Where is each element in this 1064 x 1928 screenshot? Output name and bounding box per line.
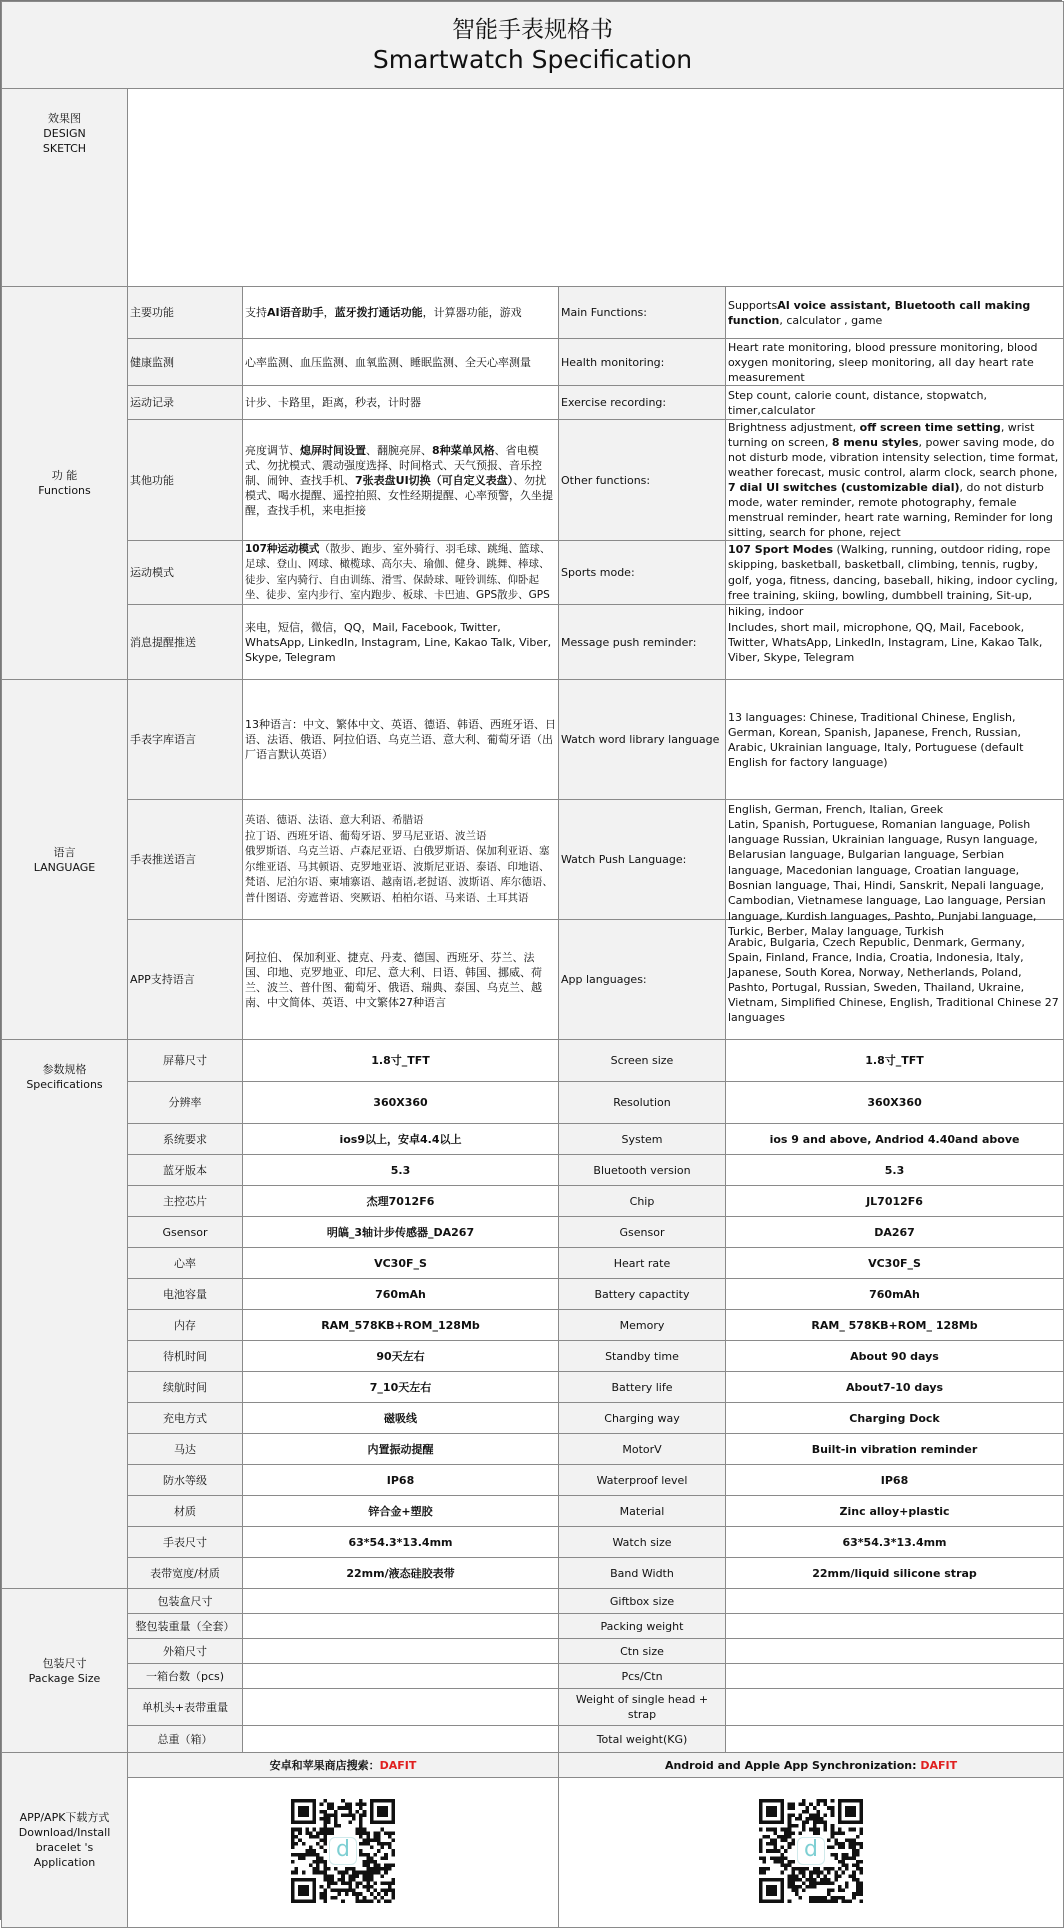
package-value-zh [243, 1614, 559, 1639]
spec-label-zh: 屏幕尺寸 [128, 1040, 243, 1082]
language-label-zh: APP支持语言 [128, 920, 243, 1040]
spec-label-zh: 电池容量 [128, 1279, 243, 1310]
language-value-en: English, German, French, Italian, Greek Latin, Spanish, Portuguese, Romanian language, Polish language Russian, Ukrainian language, Rusyn language, Belarusian language, Bulgarian language, Serbian language, Macedonian language, Croatian language, Bosnian language, Thai, Hindi, Sanskrit, Nepali language, Cambodian, Vietnamese language, Lao language, Persian language, Kurdish languages, Pashto, Punjabi language, Turkic, Berber, Malay language, Turkish [726, 800, 1064, 920]
spec-value-zh: 内置振动提醒 [243, 1434, 559, 1465]
package-value-en [726, 1639, 1064, 1664]
function-label-en: Sports mode: [559, 541, 726, 605]
spec-label-zh: 主控芯片 [128, 1186, 243, 1217]
package-value-zh [243, 1689, 559, 1726]
title-zh: 智能手表规格书 [452, 17, 614, 43]
package-row [2, 1589, 1064, 1614]
spec-row [2, 1310, 1064, 1341]
qr-cell-right [559, 1778, 1064, 1928]
spec-label-zh: 表带宽度/材质 [128, 1558, 243, 1589]
package-row [2, 1614, 1064, 1639]
spec-value-zh: 1.8寸_TFT [243, 1040, 559, 1082]
language-label-zh: 手表字库语言 [128, 680, 243, 800]
section-package-label: 包装尺寸 Package Size [2, 1589, 128, 1753]
package-value-en [726, 1614, 1064, 1639]
spec-label-en: Watch size [559, 1527, 726, 1558]
spec-value-en: ios 9 and above, Andriod 4.40and above [726, 1124, 1064, 1155]
dafit-logo-icon: d [329, 1837, 357, 1865]
design-row [2, 89, 1064, 287]
spec-label-zh: 续航时间 [128, 1372, 243, 1403]
design-sketch-area [128, 89, 1064, 287]
spec-row [2, 1434, 1064, 1465]
spec-label-zh: 充电方式 [128, 1403, 243, 1434]
function-value-zh: 支持AI语音助手，蓝牙拨打通话功能，计算器功能，游戏 [243, 287, 559, 339]
spec-label-en: Charging way [559, 1403, 726, 1434]
function-row [2, 541, 1064, 605]
spec-label-en: Battery capactity [559, 1279, 726, 1310]
qr-code[interactable] [759, 1799, 863, 1903]
package-row [2, 1689, 1064, 1726]
language-label-en: Watch word library language [559, 680, 726, 800]
spec-label-en: System [559, 1124, 726, 1155]
package-label-en: Total weight(KG) [559, 1726, 726, 1753]
brand-name: DAFIT [920, 1758, 958, 1772]
spec-label-en: Chip [559, 1186, 726, 1217]
spec-label-zh: 心率 [128, 1248, 243, 1279]
spec-value-en: Built-in vibration reminder [726, 1434, 1064, 1465]
app-search-zh: 安卓和苹果商店搜索：DAFIT [128, 1753, 559, 1778]
spec-row [2, 1248, 1064, 1279]
spec-value-en: RAM_ 578KB+ROM_ 128Mb [726, 1310, 1064, 1341]
language-row [2, 800, 1064, 920]
spec-value-en: IP68 [726, 1465, 1064, 1496]
function-value-zh: 计步、卡路里，距离，秒表，计时器 [243, 386, 559, 420]
language-value-en: 13 languages: Chinese, Traditional Chinese, English, German, Korean, Spanish, Japanese, French, Russian, Arabic, Ukrainian language, Italy, Portuguese (default English for factory language) [726, 680, 1064, 800]
spec-row [2, 1496, 1064, 1527]
spec-table [1, 1, 1064, 1928]
dafit-logo-icon: d [797, 1837, 825, 1865]
section-functions-label: 功 能 Functions [2, 287, 128, 680]
spec-label-zh: 内存 [128, 1310, 243, 1341]
package-value-en [726, 1689, 1064, 1726]
function-label-zh: 其他功能 [128, 420, 243, 541]
function-row [2, 339, 1064, 386]
function-row [2, 287, 1064, 339]
spec-value-zh: 22mm/液态硅胶表带 [243, 1558, 559, 1589]
function-label-zh: 消息提醒推送 [128, 605, 243, 680]
qr-row [2, 1778, 1064, 1928]
spec-label-en: Band Width [559, 1558, 726, 1589]
section-app-label: APP/APK下载方式 Download/Install bracelet 's Application [2, 1753, 128, 1928]
package-value-zh [243, 1589, 559, 1614]
package-label-en: Weight of single head + strap [559, 1689, 726, 1726]
spec-value-en: Charging Dock [726, 1403, 1064, 1434]
spec-label-en: Material [559, 1496, 726, 1527]
spec-value-zh: 760mAh [243, 1279, 559, 1310]
spec-value-en: 360X360 [726, 1082, 1064, 1124]
package-value-en [726, 1589, 1064, 1614]
function-row [2, 386, 1064, 420]
spec-label-en: Gsensor [559, 1217, 726, 1248]
spec-value-zh: 5.3 [243, 1155, 559, 1186]
spec-value-en: 1.8寸_TFT [726, 1040, 1064, 1082]
spec-row [2, 1279, 1064, 1310]
function-label-en: Exercise recording: [559, 386, 726, 420]
function-value-en: Includes, short mail, microphone, QQ, Mail, Facebook, Twitter, WhatsApp, LinkedIn, Instagram, Line, Kakao Talk, Viber, Skype, Telegram [726, 605, 1064, 680]
spec-label-en: Heart rate [559, 1248, 726, 1279]
function-value-en: SupportsAI voice assistant, Bluetooth call making function, calculator , game [726, 287, 1064, 339]
function-row [2, 420, 1064, 541]
spec-value-zh: 63*54.3*13.4mm [243, 1527, 559, 1558]
spec-label-zh: 材质 [128, 1496, 243, 1527]
package-label-zh: 包装盒尺寸 [128, 1589, 243, 1614]
spec-value-en: 5.3 [726, 1155, 1064, 1186]
spec-value-en: JL7012F6 [726, 1186, 1064, 1217]
spec-label-zh: 手表尺寸 [128, 1527, 243, 1558]
package-row [2, 1726, 1064, 1753]
spec-label-en: Battery life [559, 1372, 726, 1403]
package-value-zh [243, 1639, 559, 1664]
spec-row [2, 1558, 1064, 1589]
spec-row [2, 1124, 1064, 1155]
package-row [2, 1664, 1064, 1689]
function-value-zh: 亮度调节、熄屏时间设置、翻腕亮屏、8种菜单风格、省电模式、勿扰模式、震动强度选择、时间格式、天气预报、音乐控制、闹钟、查找手机、7张表盘UI切换（可自定义表盘）、勿扰模式、喝水提醒、遥控拍照、女性经期提醒、心率预警，久坐提醒，查找手机，来电拒接 [243, 420, 559, 541]
package-label-en: Ctn size [559, 1639, 726, 1664]
spec-label-en: MotorV [559, 1434, 726, 1465]
function-label-zh: 健康监测 [128, 339, 243, 386]
function-label-en: Main Functions: [559, 287, 726, 339]
function-label-zh: 主要功能 [128, 287, 243, 339]
language-value-en: Arabic, Bulgaria, Czech Republic, Denmark, Germany, Spain, Finland, France, India, Croatia, Indonesia, Italy, Japanese, South Korea, Norway, Netherlands, Poland, Pashto, Portugal, Russian, Sweden, Thailand, Ukraine, Vietnam, Simplified Chinese, English, Traditional Chinese 27 languages [726, 920, 1064, 1040]
spec-label-zh: 待机时间 [128, 1341, 243, 1372]
spec-value-zh: 磁吸线 [243, 1403, 559, 1434]
app-header-row [2, 1753, 1064, 1778]
spec-row [2, 1465, 1064, 1496]
function-value-en: 107 Sport Modes (Walking, running, outdoor riding, rope skipping, basketball, basketball, climbing, tennis, rugby, golf, yoga, fitness, dancing, baseball, hiking, indoor cycling, free training, skiing, bowling, dumbbell training, Sit-up, hiking, indoor [726, 541, 1064, 605]
spec-value-zh: ios9以上，安卓4.4以上 [243, 1124, 559, 1155]
package-value-zh [243, 1726, 559, 1753]
qr-cell-left [128, 1778, 559, 1928]
spec-value-zh: RAM_578KB+ROM_128Mb [243, 1310, 559, 1341]
spec-row [2, 1341, 1064, 1372]
spec-label-zh: 系统要求 [128, 1124, 243, 1155]
spec-label-zh: 防水等级 [128, 1465, 243, 1496]
page-title [2, 2, 1064, 89]
language-label-en: App languages: [559, 920, 726, 1040]
package-label-zh: 外箱尺寸 [128, 1639, 243, 1664]
language-value-zh: 阿拉伯、 保加利亚、捷克、丹麦、德国、西班牙、芬兰、法国、印地、克罗地亚、印尼、意大利、日语、韩国、挪威、荷兰、波兰、普什图、葡萄牙、俄语、瑞典、泰国、乌克兰、越南、中文简体、英语、中文繁体27种语言 [243, 920, 559, 1040]
language-row [2, 920, 1064, 1040]
spec-value-en: Zinc alloy+plastic [726, 1496, 1064, 1527]
function-label-en: Health monitoring: [559, 339, 726, 386]
spec-value-en: 760mAh [726, 1279, 1064, 1310]
spec-label-zh: 马达 [128, 1434, 243, 1465]
function-value-zh: 来电，短信，微信，QQ，Mail, Facebook, Twitter, WhatsApp, LinkedIn, Instagram, Line, Kakao Talk, Viber, Skype, Telegram [243, 605, 559, 680]
spec-row [2, 1155, 1064, 1186]
spec-label-en: Standby time [559, 1341, 726, 1372]
function-value-zh: 心率监测、血压监测、血氧监测、睡眠监测、全天心率测量 [243, 339, 559, 386]
spec-value-zh: VC30F_S [243, 1248, 559, 1279]
app-search-en: Android and Apple App Synchronization: DAFIT [559, 1753, 1064, 1778]
spec-row [2, 1082, 1064, 1124]
package-row [2, 1639, 1064, 1664]
package-label-zh: 总重（箱） [128, 1726, 243, 1753]
spec-label-en: Resolution [559, 1082, 726, 1124]
function-label-en: Other functions: [559, 420, 726, 541]
package-value-en [726, 1726, 1064, 1753]
spec-value-zh: 锌合金+塑胶 [243, 1496, 559, 1527]
spec-label-zh: Gsensor [128, 1217, 243, 1248]
language-value-zh: 13种语言：中文、繁体中文、英语、德语、韩语、西班牙语、日语、法语、俄语、阿拉伯语、乌克兰语、意大利、葡萄牙语（出厂语言默认英语） [243, 680, 559, 800]
function-label-zh: 运动模式 [128, 541, 243, 605]
language-label-zh: 手表推送语言 [128, 800, 243, 920]
function-value-en: Brightness adjustment, off screen time setting, wrist turning on screen, 8 menu styles, power saving mode, do not disturb mode, vibration intensity selection, time format, weather forecast, music control, alarm clock, search phone, 7 dial UI switches (customizable dial), do not disturb mode, water reminder, remote photography, female menstrual reminder, heart rate warning, Reminder for long sitting, search for phone, reject [726, 420, 1064, 541]
package-label-en: Packing weight [559, 1614, 726, 1639]
spec-value-en: About7-10 days [726, 1372, 1064, 1403]
qr-code[interactable] [291, 1799, 395, 1903]
language-value-zh: 英语、德语、法语、意大利语、希腊语 拉丁语、西班牙语、葡萄牙语、罗马尼亚语、波兰语 俄罗斯语、乌克兰语、卢森尼亚语、白俄罗斯语、保加利亚语、塞尔维亚语、马其顿语、克罗地亚语、波斯尼亚语、泰语、印地语、梵语、尼泊尔语、柬埔寨语、越南语,老挝语、波斯语、库尔德语、普什图语、旁遮普语、突厥语、柏柏尔语、马来语、土耳其语 [243, 800, 559, 920]
function-label-en: Message push reminder: [559, 605, 726, 680]
spec-label-en: Bluetooth version [559, 1155, 726, 1186]
section-design-label: 效果图 DESIGN SKETCH [2, 89, 128, 287]
spec-value-en: About 90 days [726, 1341, 1064, 1372]
spec-value-zh: 7_10天左右 [243, 1372, 559, 1403]
section-specs-label: 参数规格 Specifications [2, 1040, 128, 1589]
spec-value-zh: IP68 [243, 1465, 559, 1496]
package-label-en: Pcs/Ctn [559, 1664, 726, 1689]
brand-name: DAFIT [379, 1758, 417, 1772]
package-label-en: Giftbox size [559, 1589, 726, 1614]
spec-row [2, 1040, 1064, 1082]
spec-label-en: Screen size [559, 1040, 726, 1082]
spec-value-zh: 90天左右 [243, 1341, 559, 1372]
function-label-zh: 运动记录 [128, 386, 243, 420]
package-label-zh: 一箱台数（pcs) [128, 1664, 243, 1689]
spec-row [2, 1186, 1064, 1217]
function-value-en: Heart rate monitoring, blood pressure monitoring, blood oxygen monitoring, sleep monitoring, all day heart rate measurement [726, 339, 1064, 386]
function-value-zh: 107种运动模式（散步、跑步、室外骑行、羽毛球、跳绳、篮球、足球、登山、网球、橄榄球、高尔夫、瑜伽、健身、跳舞、棒球、徒步、室内骑行、自由训练、滑雪、保龄球、哑铃训练、仰卧起坐、徒步、室内步行、室内跑步、板球、卡巴迪、GPS散步、GPS [243, 541, 559, 605]
spec-value-zh: 明皜_3轴计步传感器_DA267 [243, 1217, 559, 1248]
spec-value-zh: 360X360 [243, 1082, 559, 1124]
spec-label-zh: 蓝牙版本 [128, 1155, 243, 1186]
spec-value-en: 63*54.3*13.4mm [726, 1527, 1064, 1558]
spec-label-en: Waterproof level [559, 1465, 726, 1496]
package-value-en [726, 1664, 1064, 1689]
package-label-zh: 单机头+表带重量 [128, 1689, 243, 1726]
language-row [2, 680, 1064, 800]
spec-label-zh: 分辨率 [128, 1082, 243, 1124]
spec-row [2, 1372, 1064, 1403]
spec-row [2, 1527, 1064, 1558]
language-label-en: Watch Push Language: [559, 800, 726, 920]
spec-value-en: 22mm/liquid silicone strap [726, 1558, 1064, 1589]
spec-value-zh: 杰理7012F6 [243, 1186, 559, 1217]
title-en: Smartwatch Specification [372, 45, 693, 74]
section-language-label: 语言 LANGUAGE [2, 680, 128, 1040]
spec-value-en: VC30F_S [726, 1248, 1064, 1279]
function-value-en: Step count, calorie count, distance, stopwatch, timer,calculator [726, 386, 1064, 420]
spec-label-en: Memory [559, 1310, 726, 1341]
spec-value-en: DA267 [726, 1217, 1064, 1248]
package-label-zh: 整包装重量（全套） [128, 1614, 243, 1639]
function-row [2, 605, 1064, 680]
spec-row [2, 1217, 1064, 1248]
title-row [2, 2, 1064, 89]
package-value-zh [243, 1664, 559, 1689]
spec-row [2, 1403, 1064, 1434]
